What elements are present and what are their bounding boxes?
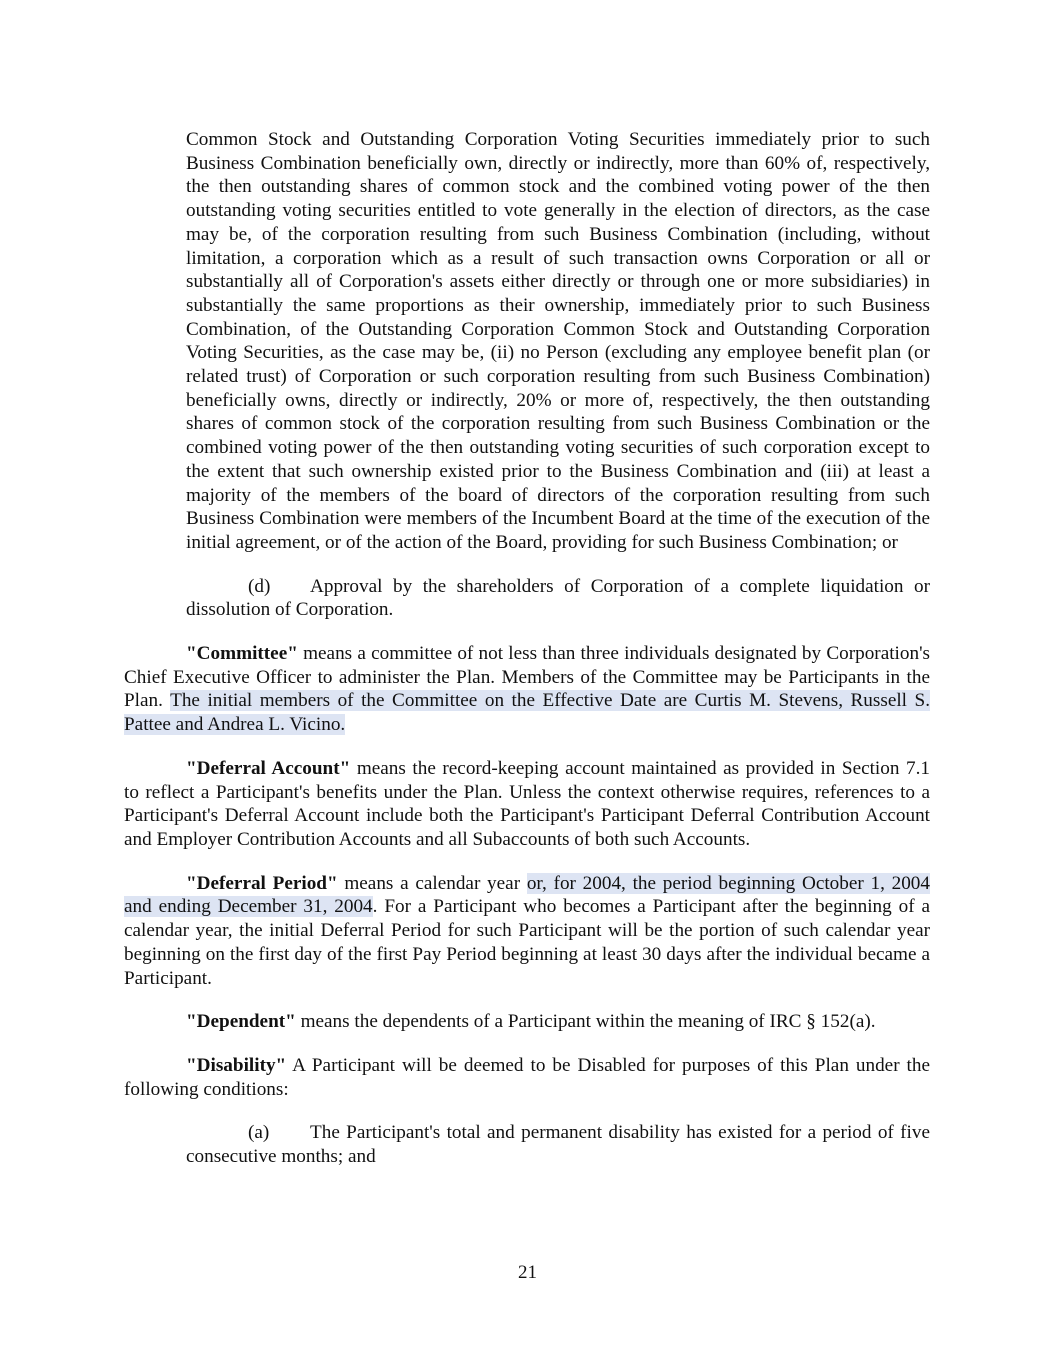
deferral-account-definition	[124, 757, 930, 852]
committee-definition	[124, 642, 930, 737]
dependent-text: means the dependents of a Participant within the meaning of IRC § 152(a).	[295, 1011, 876, 1033]
dependent-term: "Dependent"	[186, 1011, 296, 1033]
clause-d	[186, 575, 930, 622]
disability-definition	[124, 1054, 930, 1101]
dependent-definition	[124, 1010, 930, 1034]
document-body	[124, 128, 930, 1189]
deferral-period-definition	[124, 872, 930, 991]
deferral-account-term: "Deferral Account"	[186, 757, 351, 779]
deferral-period-text-after: . For a Participant who becomes a Participant after the beginning of a calendar year, the initial Deferral Period for such Participant will be the portion of such calendar year beginning on the first day of the first Pay Period beginning at least 30 days after the individual became a Participant.	[124, 896, 930, 989]
business-combination-continuation: Common Stock and Outstanding Corporation Voting Securities immediately prior to such Business Combination beneficially own, directly or indirectly, more than 60% of, respectively, the then outstanding shares of common stock and the combined voting power of the then outstanding voting securities entitled to vote generally in the election of directors, as the case may be, of the corporation resulting from such Business Combination (including, without limitation, a corporation which as a result of such transaction owns Corporation or all or substantially all of Corporation's assets either directly or through one or more subsidiaries) in substantially the same proportions as their ownership, immediately prior to such Business Combination, of the Outstanding Corporation Common Stock and Outstanding Corporation Voting Securities, as the case may be, (ii) no Person (excluding any employee benefit plan (or related trust) of Corporation or such corporation resulting from such Business Combination) beneficially owns, directly or indirectly, 20% or more of, respectively, the then outstanding shares of common stock of the corporation resulting from such Business Combination or the combined voting power of the then outstanding voting securities of such corporation except to the extent that such ownership existed prior to the Business Combination and (iii) at least a majority of the members of the board of directors of the corporation resulting from such Business Combination were members of the Incumbent Board at the time of the execution of the initial agreement, or of the action of the Board, providing for such Business Combination; or	[186, 129, 930, 553]
committee-term: "Committee"	[186, 643, 298, 665]
committee-highlight: The initial members of the Committee on the Effective Date are Curtis M. Stevens, Russell S. Pattee and Andrea L. Vicino.	[124, 690, 931, 736]
disability-term: "Disability"	[186, 1054, 287, 1076]
clause-d-label: (d)	[248, 575, 271, 597]
committee-text: means a committee of not less than three individuals designated by Corporation's Chief Executive Officer to administer the Plan. Members of the Committee may be Participants in the Plan.	[124, 643, 930, 712]
clause-a-label: (a)	[248, 1122, 270, 1144]
clause-a	[186, 1121, 930, 1168]
page-number: 21	[518, 1262, 537, 1283]
deferral-period-text-before: means a calendar year	[337, 872, 527, 894]
clause-d-text: Approval by the shareholders of Corporation of a complete liquidation or dissolution of Corporation.	[186, 575, 930, 621]
disability-text: A Participant will be deemed to be Disabled for purposes of this Plan under the following conditions:	[124, 1054, 930, 1100]
deferral-period-highlight: or, for 2004, the period beginning October 1, 2004 and ending December 31, 2004	[124, 872, 930, 918]
clause-a-text: The Participant's total and permanent disability has existed for a period of five consecutive months; and	[186, 1122, 930, 1168]
deferral-account-text: means the record-keeping account maintained as provided in Section 7.1 to reflect a Participant's benefits under the Plan. Unless the context otherwise requires, references to a Participant's Deferral Account include both the Participant's Participant Deferral Contribution Account and Employer Contribution Accounts and all Subaccounts of both such Accounts.	[124, 757, 930, 850]
deferral-period-term: "Deferral Period"	[186, 872, 338, 894]
